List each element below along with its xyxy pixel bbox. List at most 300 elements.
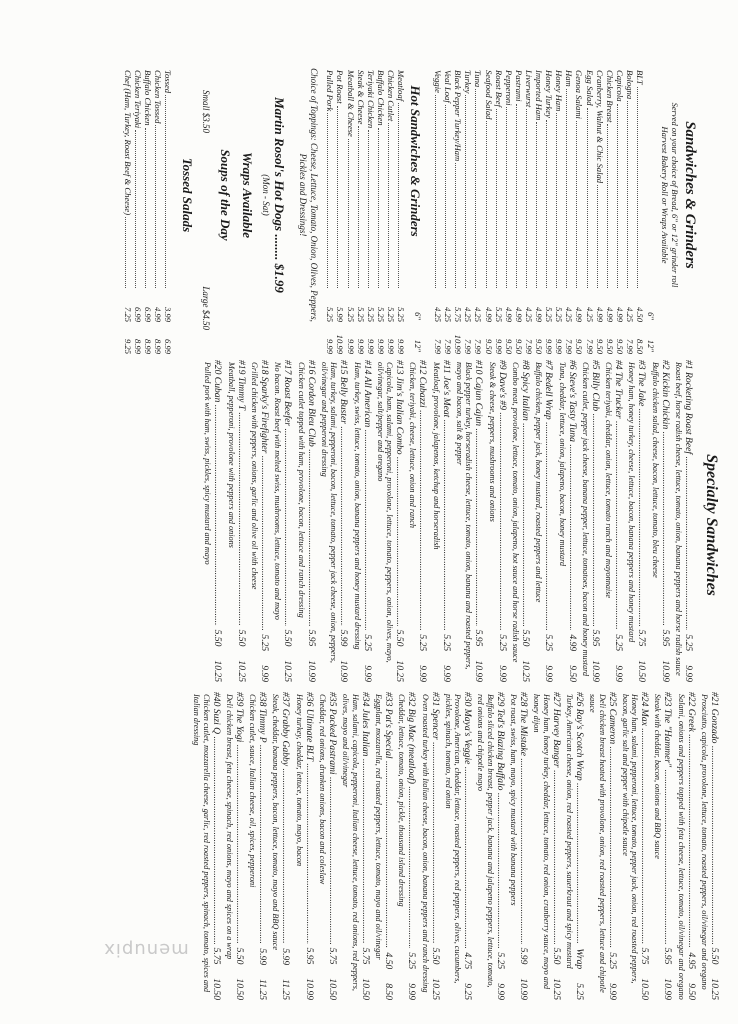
specialty-item	[352, 360, 372, 690]
size-header	[646, 30, 656, 360]
price-small: 4.25	[523, 306, 534, 322]
specialty-item	[203, 360, 223, 690]
specialty-price-large: 10.99	[305, 660, 317, 682]
specialty-item-description: Turkey, American cheese, onion, red roasted peppers, sauerkraut and spicy mustard	[564, 694, 574, 969]
soup-small-price: Small $3.50	[201, 90, 212, 134]
specialty-item-description: Honey turkey, cheddar, lettuce, tomato, mayo, bacon	[294, 694, 304, 867]
specialty-item-name: #1 Rocketing Roast Beef .....	[683, 360, 694, 630]
dot-leader	[388, 123, 389, 288]
specialty-item-name: #4 The Trucker .....	[613, 360, 624, 630]
sandwiches-title: Sandwiches & Grinders	[682, 121, 698, 269]
specialty-item-name: #28 The Mistake .....	[518, 692, 529, 944]
menu-row	[335, 30, 345, 360]
price-small: 7.25	[122, 306, 133, 322]
specialty-item-title-row	[211, 692, 222, 1000]
menu-row	[463, 30, 473, 360]
specialty-item-description: Black pepper turkey, horseradish cheese, lettuce, tomato, onion, banana and roasted peppers, mayo and bacon, salt & pepper	[455, 362, 474, 670]
specialty-item-name: #19 Timmy T .....	[236, 360, 247, 626]
size-large-label: 12"	[646, 339, 656, 352]
specialty-item-title-row	[520, 360, 531, 682]
specialty-item-title-row	[497, 360, 508, 682]
specialty-price-large: 9.99	[361, 665, 373, 682]
menu-row	[453, 30, 463, 360]
specialty-item-name: #2 Kickin Chickin .....	[660, 360, 671, 626]
specialty-price-small: 5.25	[417, 634, 429, 652]
specialty-price-small: 5.25	[259, 634, 271, 652]
specialty-price-large: 9.99	[440, 665, 452, 682]
menu-row	[473, 30, 483, 360]
menu-row	[396, 30, 406, 360]
dot-leader	[597, 185, 598, 288]
item-name: Teriyaki Chicken	[365, 70, 376, 129]
specialty-item-name: #39 The Yogi .....	[234, 692, 245, 944]
specialty-item-title-row	[304, 692, 315, 1000]
price-large: 9.50	[594, 338, 605, 354]
specialty-item-title-row	[518, 692, 529, 1000]
specialty-item-title-row	[338, 360, 349, 682]
dot-leader	[155, 125, 156, 288]
specialty-price-small: 5.75	[639, 947, 651, 965]
price-small: 6.99	[133, 306, 143, 322]
menu-row	[484, 30, 494, 360]
specialty-item-description: Pulled pork with ham, swiss, pickles, spicy mustard and mayo	[203, 362, 213, 565]
specialty-price-large: 8.50	[382, 983, 394, 1000]
specialty-item-description: Tuna, cheddar, lettuce, onion, jalapeno, bacon, honey mustard	[557, 362, 567, 567]
specialty-item-description: Cheddar, lettuce, tomato, onion, pickle, thousand island dressing	[397, 694, 407, 907]
cold-sandwich-list	[433, 30, 645, 360]
specialty-price-large: 10.25	[550, 978, 562, 1000]
specialty-item-description: Capicola, ham, salami, pepperoni, provolone, lettuce, tomato, peppers, onion, olives, mayo, oil/vinegar, salt/pepper and oregano	[375, 362, 395, 663]
specialty-item-title-row	[567, 360, 578, 682]
price-small: 4.50	[635, 306, 645, 322]
specialty-item-title-row	[495, 692, 506, 1000]
specialty-price-large: 10.25	[282, 660, 294, 682]
specialty-item-title-row	[636, 360, 647, 682]
specialty-item-name: #22 Greek .....	[686, 692, 697, 948]
specialty-item	[487, 360, 507, 690]
dot-leader	[546, 120, 547, 288]
specialty-price-small: 5.75	[327, 947, 339, 965]
specialty-item-name: #34 Jules Italian .....	[360, 692, 371, 944]
menu-row	[376, 30, 386, 360]
specialty-price-small: 5.50	[235, 629, 247, 647]
specialty-item-name: #32 Big Mac (meatloaf) .....	[406, 692, 417, 948]
specialty-item	[604, 360, 624, 690]
price-small: 4.99	[153, 306, 164, 322]
specialty-price-large: 9.99	[606, 983, 618, 1000]
item-name: Capicola	[614, 70, 625, 102]
specialty-item-name: #36 Ultimate BLT .....	[304, 692, 315, 944]
specialty-item-name: #20 Cuban .....	[212, 360, 223, 626]
item-name: Steak & Cheese	[355, 70, 366, 125]
price-small: 4.99	[604, 306, 615, 322]
menu-row	[574, 30, 584, 360]
price-small: 4.99	[574, 306, 585, 322]
specialty-item-title-row	[683, 360, 694, 682]
price-large: 9.25	[122, 338, 133, 354]
specialty-item-description: Oven roasted turkey with Italian cheese, bacon, onion, banana peppers and ranch dressing	[420, 694, 430, 993]
menu-row	[143, 30, 153, 360]
menu-row	[625, 30, 635, 360]
dot-leader	[378, 128, 379, 288]
soup-large-price: Large $4.50	[201, 286, 212, 330]
item-name: Chicken Breast	[604, 70, 615, 123]
specialty-item-name: #26 Ray's Scotch Wrap .....	[574, 692, 585, 944]
specialty-item-description: Salami, onions and peppers topped with feta cheese, lettuce, tomato, oil/vinegar and oregano	[676, 694, 686, 1000]
dot-leader	[506, 107, 507, 288]
specialty-item-description: Combo meat, provolone, lettuce, tomato, onion, jalapeno, hot sauce and horse radish sauce	[510, 362, 520, 663]
specialty-item-description: Ham, turkey, swiss, lettuce, tomato, onion, banana peppers and honey mustard dressing	[352, 362, 362, 650]
specialty-item-name: #31 Spencer .....	[430, 692, 441, 944]
specialty-price-small: 5.95	[473, 629, 485, 647]
specialty-item-name: #37 Grabby Gabby .....	[280, 692, 291, 944]
specialty-item-title-row	[360, 692, 371, 1000]
specialty-item-name: #24 Max .....	[639, 692, 650, 944]
specialty-price-large: 9.99	[494, 983, 506, 1000]
specialty-price-large: 10.50	[233, 978, 245, 1000]
specialty-item-description: Chicken cutlet, pepper jack cheese, banana pepper, lettuce, tomatoes, bacon and honey mustard	[580, 362, 590, 677]
specialty-price-large: 10.25	[235, 660, 247, 682]
specialty-item	[420, 692, 440, 1008]
specialty-item-title-row	[639, 692, 650, 1000]
price-large: 9.99	[365, 338, 376, 354]
specialty-item-name: #3 The Jake .....	[636, 360, 647, 626]
specialty-item-title-row	[417, 360, 428, 682]
specialty-price-small: 5.25	[606, 952, 618, 970]
specialty-price-small: 5.25	[494, 952, 506, 970]
price-large: 9.50	[534, 338, 545, 354]
specialty-item-description: Meatloaf, provolone, jalapenos, ketchup and horseradish	[431, 362, 441, 550]
specialty-price-large: 10.99	[518, 978, 530, 1000]
specialty-item-title-row	[613, 360, 624, 682]
specialty-price-small: 5.99	[257, 948, 269, 966]
specialty-price-large: 10.50	[327, 978, 339, 1000]
menu-row	[544, 30, 554, 360]
menu-row	[163, 30, 173, 360]
specialty-item-name: #33 Pat's Special .....	[383, 692, 394, 948]
price-small: 4.99	[534, 306, 545, 322]
dot-leader	[337, 106, 338, 288]
item-name: Chicken Teriyaki	[133, 70, 143, 129]
specialty-price-large: 10.25	[709, 978, 720, 1000]
specialty-item-name: #9 Dave's #9 .....	[497, 360, 508, 630]
specialty-item-description: Steak with cheddar, bacon, onions and BBQ sauce	[653, 694, 663, 859]
item-name: Tuna	[473, 70, 484, 88]
price-large: 7.99	[443, 338, 454, 354]
price-large: 9.50	[574, 338, 585, 354]
price-small: 5.25	[365, 306, 376, 322]
specialty-item	[511, 360, 531, 690]
specialty-item	[248, 692, 268, 1008]
price-small: 5.25	[396, 306, 407, 322]
item-name: Tossed	[163, 70, 174, 94]
specialty-item	[476, 692, 506, 1008]
specialty-item-description: Ham, turkey, salami, pepperoni, bacon, lettuce, tomato, pepper jack cheese, onion, peppers, oil/vinegar and pepperoni dressing	[319, 362, 339, 663]
dot-leader	[135, 130, 136, 288]
specialty-item-title-row	[574, 692, 585, 1000]
menu-row	[494, 30, 504, 360]
specialty-item	[226, 360, 246, 690]
specialty-price-large: 10.50	[639, 978, 651, 1000]
specialty-item-description: Cheddar, red onions, drunken onions, bacon and coleslaw	[318, 694, 328, 885]
specialty-item-title-row	[306, 360, 317, 682]
menu-row	[564, 30, 574, 360]
size-small-label: 6"	[646, 312, 656, 320]
specialty-item-name: #5 Billy Club .....	[590, 360, 601, 626]
specialty-price-large: 11.25	[257, 979, 269, 1000]
hot-size-large-label: 12"	[413, 339, 424, 352]
specialty-item-description: Buffalo sliced chicken breast, pepper jack, banana and jalapeno peppers, lettuce, tomato, red onions and chipotle mayo	[476, 694, 495, 988]
specialty-item	[294, 692, 314, 1008]
specialty-item-description: Honey ham, honey turkey, cheese, lettuce, bacon, banana peppers and honey mustard	[627, 362, 637, 643]
specialty-item-title-row	[709, 692, 720, 1000]
item-name: Bologna	[624, 70, 635, 100]
specialty-item-name: #7 Bedell Wrap .....	[543, 360, 554, 630]
dot-leader	[455, 163, 456, 288]
hotdog-days: (Mon - Sat)	[261, 174, 272, 216]
item-name: Liverwurst	[523, 70, 534, 108]
specialty-price-large: 10.99	[338, 660, 350, 682]
menupix-watermark: menupix	[103, 939, 189, 961]
specialty-item	[653, 692, 673, 1008]
specialty-item-name: #25 Cameron .....	[607, 692, 618, 948]
specialty-item-description: Steak, cheddar, banana peppers, bacon, lettuce, tomato, mayo and BBQ sauce	[271, 694, 281, 951]
item-name: Egg Salad	[584, 70, 595, 106]
item-name: Seafood Salad	[483, 70, 494, 120]
price-small: 4.25	[564, 306, 575, 322]
price-large: 9.50	[513, 338, 524, 354]
specialty-price-large: 10.99	[303, 978, 315, 1000]
specialty-item	[318, 692, 338, 1008]
specialty-item-description: Buffalo chicken, pepper jack, honey mustard, roasted peppers and lettuce	[534, 362, 544, 603]
specialty-price-small: 5.95	[305, 629, 317, 647]
specialty-item-description: Steak & cheese, peppers, mushrooms and onions	[487, 362, 497, 522]
specialty-price-small: 4.99	[566, 634, 578, 652]
specialty-item	[676, 692, 696, 1008]
dot-leader	[368, 130, 369, 288]
price-large: 10.99	[453, 334, 464, 354]
specialty-price-large: 9.25	[462, 983, 474, 1000]
item-name: Veggie	[433, 70, 444, 93]
specialty-item-name: #8 Spicy Italian .....	[520, 360, 531, 626]
specialty-column-1	[0, 360, 738, 690]
specialty-price-small: 5.25	[613, 634, 625, 652]
specialty-price-small: 5.50	[550, 947, 562, 965]
specialty-price-large: 10.99	[589, 660, 601, 682]
price-large: 9.99	[355, 338, 366, 354]
menu-row	[615, 30, 625, 360]
price-large: 9.50	[614, 338, 625, 354]
price-small: 5.25	[325, 306, 336, 322]
specialty-price-small: 5.25	[440, 634, 452, 652]
item-name: Meatloaf	[396, 70, 407, 102]
specialty-price-large: 10.99	[662, 978, 674, 1000]
specialty-price-large: 5.25	[573, 983, 585, 1000]
price-small: 5.99	[335, 306, 346, 322]
specialty-item-title-row	[257, 692, 268, 1000]
specialty-item-name: #11 Joe's Meat .....	[441, 360, 452, 630]
item-name: Pot Roast	[335, 70, 346, 104]
price-large: 10.99	[335, 334, 346, 354]
specialty-item	[455, 360, 485, 690]
dot-leader	[576, 121, 577, 288]
specialty-item-name: #17 Roast Beefer .....	[282, 360, 293, 626]
specialty-price-large: 9.50	[685, 983, 697, 1000]
price-small: 6.99	[143, 306, 154, 322]
dot-leader	[125, 217, 126, 288]
specialty-item	[376, 360, 406, 690]
specialty-price-large: 10.50	[636, 660, 648, 682]
specialty-item	[397, 692, 417, 1008]
item-name: Ham	[564, 70, 575, 87]
specialty-item-name: #6 Steve's Tasty Tuna .....	[567, 360, 578, 630]
specialty-price-small: 5.75	[359, 947, 371, 965]
specialty-item-description: Chicken cutlet, mozzarella cheese, garlic, red roasted peppers, spinach, tomato, spices and Italian dressing	[192, 694, 211, 993]
menu-row	[514, 30, 524, 360]
price-small: 4.25	[473, 306, 484, 322]
price-small: 3.99	[163, 306, 174, 322]
specialty-item-description: Roast beef, horse radish cheese, lettuce, tomato, onion, banana peppers and horse radish sauce	[674, 362, 683, 676]
item-name: Buffalo Chicken	[375, 70, 386, 126]
specialty-item-description: Honey ham, salami, pepperoni, lettuce, tomato, pepper jack, onion, red roasted peppers, bacon, garlic salt and pepper with chipotle sauce	[620, 694, 640, 984]
dot-leader	[465, 95, 466, 288]
specialty-item-description: Chicken cutlet, sauce, Italian cheese, oil, spices, pepperoni	[248, 694, 258, 888]
hot-title: Hot Sandwiches & Grinders	[408, 85, 424, 237]
specialty-item	[534, 360, 554, 690]
specialty-item-title-row	[406, 692, 417, 1000]
specialty-item-description: No bacon. Roast beef with melted swiss, mushrooms, lettuce, tomato and mayo	[273, 362, 283, 620]
specialty-item-description: Chicken cutlet topped with ham, provolone, bacon, lettuce and ranch dressing	[296, 362, 306, 618]
specialty-price-small: 5.95	[659, 629, 671, 647]
specialty-item-name: #10 Cajun Cajun .....	[473, 360, 484, 626]
specialty-item-title-row	[362, 360, 373, 682]
dot-leader	[348, 139, 349, 288]
dot-leader	[556, 113, 557, 288]
price-large: 9.50	[483, 338, 494, 354]
toppings-note: Choice of Toppings: Cheese, Lettuce, Tomato, Onion, Olives, Peppers, Pickles and Dressings!	[298, 68, 320, 322]
price-small: 5.25	[355, 306, 366, 322]
salad-list	[123, 30, 173, 360]
specialty-item-name: #18 Sparky's Firefighter .....	[259, 360, 270, 630]
price-small: 4.99	[513, 306, 524, 322]
soups-title: Soups of the Day	[218, 149, 234, 241]
specialty-item	[374, 692, 394, 1008]
specialty-price-small: 5.50	[394, 629, 406, 647]
specialty-price-small: 5.99	[280, 948, 292, 966]
menu-row	[584, 30, 594, 360]
menu-row	[534, 30, 544, 360]
specialty-item-description: Ham, salami, capicola, pepperoni, Italian cheese, lettuce, tomato, red onions, red peppers, olives, mayo and oil/vinegar	[341, 694, 360, 991]
specialty-item-description: Eggplant, mozzarella, red roasted peppers, lettuce, tomato, mayo and oil/vinegar	[373, 694, 383, 960]
specialty-item-title-row	[473, 360, 484, 682]
specialty-price-large: 10.25	[429, 978, 441, 1000]
specialty-price-large: 10.99	[473, 660, 485, 682]
price-small: 4.99	[483, 306, 494, 322]
specialty-title: Specialty Sandwiches	[703, 454, 720, 596]
price-large: 9.99	[544, 338, 555, 354]
dot-leader	[327, 113, 328, 288]
specialty-item-name: #30 Maya's Veggie .....	[462, 692, 473, 948]
dot-leader	[435, 95, 436, 288]
menu-row	[443, 30, 453, 360]
hot-sandwich-list	[325, 30, 406, 360]
specialty-item	[700, 692, 720, 1008]
dot-leader	[486, 121, 487, 288]
specialty-price-small: 5.95	[662, 947, 674, 965]
specialty-price-large: 10.25	[212, 660, 224, 682]
item-name: Pastrami	[513, 70, 524, 102]
specialty-price-small: 5.25	[406, 952, 418, 970]
item-name: Meatball & Cheese	[345, 70, 356, 137]
menu-row	[433, 30, 443, 360]
price-large: 6.99	[163, 338, 174, 354]
menu-row	[504, 30, 514, 360]
dot-leader	[445, 105, 446, 288]
price-small: 5.25	[544, 306, 555, 322]
price-large: 8.99	[143, 338, 154, 354]
specialty-item-title-row	[259, 360, 270, 682]
specialty-item-title-row	[660, 360, 671, 682]
specialty-item-title-row	[212, 360, 223, 682]
specialty-item-name: #15 Belly Buster .....	[338, 360, 349, 626]
specialty-price-large: 10.50	[210, 978, 222, 1000]
item-name: Cranberry, Walnut & Chic Salad	[594, 70, 605, 184]
menu-row	[345, 30, 355, 360]
specialty-item	[557, 360, 577, 690]
specialty-item-title-row	[234, 692, 245, 1000]
item-name: BLT	[635, 70, 645, 85]
price-small: 4.99	[614, 306, 625, 322]
dot-leader	[536, 122, 537, 288]
specialty-price-small: Wrap	[573, 948, 585, 970]
specialty-item	[273, 360, 293, 690]
price-small: 5.25	[554, 306, 565, 322]
dot-leader	[358, 126, 359, 288]
menu-row	[133, 30, 143, 360]
price-large: 9.99	[396, 338, 407, 354]
price-large: 9.99	[493, 338, 504, 354]
specialty-price-small: 5.50	[212, 629, 224, 647]
dot-leader	[627, 101, 628, 288]
dot-leader	[476, 89, 477, 288]
specialty-item-title-row	[686, 692, 697, 1000]
specialty-item-title-row	[327, 692, 338, 1000]
specialty-item-name: #38 Timmy P .....	[257, 692, 268, 944]
specialty-price-large: 9.99	[259, 665, 271, 682]
specialty-price-large: 11.25	[280, 979, 292, 1000]
wraps-title: Wraps Available	[240, 151, 256, 239]
price-large: 8.99	[133, 338, 143, 354]
specialty-price-small: 5.50	[429, 947, 441, 965]
menu-row	[366, 30, 376, 360]
soup-prices	[201, 30, 211, 360]
specialty-item	[320, 360, 350, 690]
specialty-price-small: 5.75	[210, 947, 222, 965]
specialty-price-large: 9.99	[417, 665, 429, 682]
dot-leader	[165, 95, 166, 288]
specialty-price-small: 4.75	[462, 952, 474, 970]
specialty-item-title-row	[441, 360, 452, 682]
specialty-item-description: Deli chicken breast heated with provolone, onion, red roasted peppers, lettuce and chipotle sauce	[588, 694, 607, 993]
specialty-item-name: #14 All American .....	[362, 360, 373, 630]
sandwiches-subtitle-2: Harvest Bakery Roll or Wraps Available	[660, 126, 670, 264]
specialty-price-small: 5.50	[709, 947, 720, 965]
specialty-item-name: #21 Gonzado .....	[709, 692, 720, 944]
specialty-item-title-row	[590, 360, 601, 682]
specialty-item	[225, 692, 245, 1008]
specialty-item-title-row	[383, 692, 394, 1000]
dot-leader	[516, 104, 517, 288]
